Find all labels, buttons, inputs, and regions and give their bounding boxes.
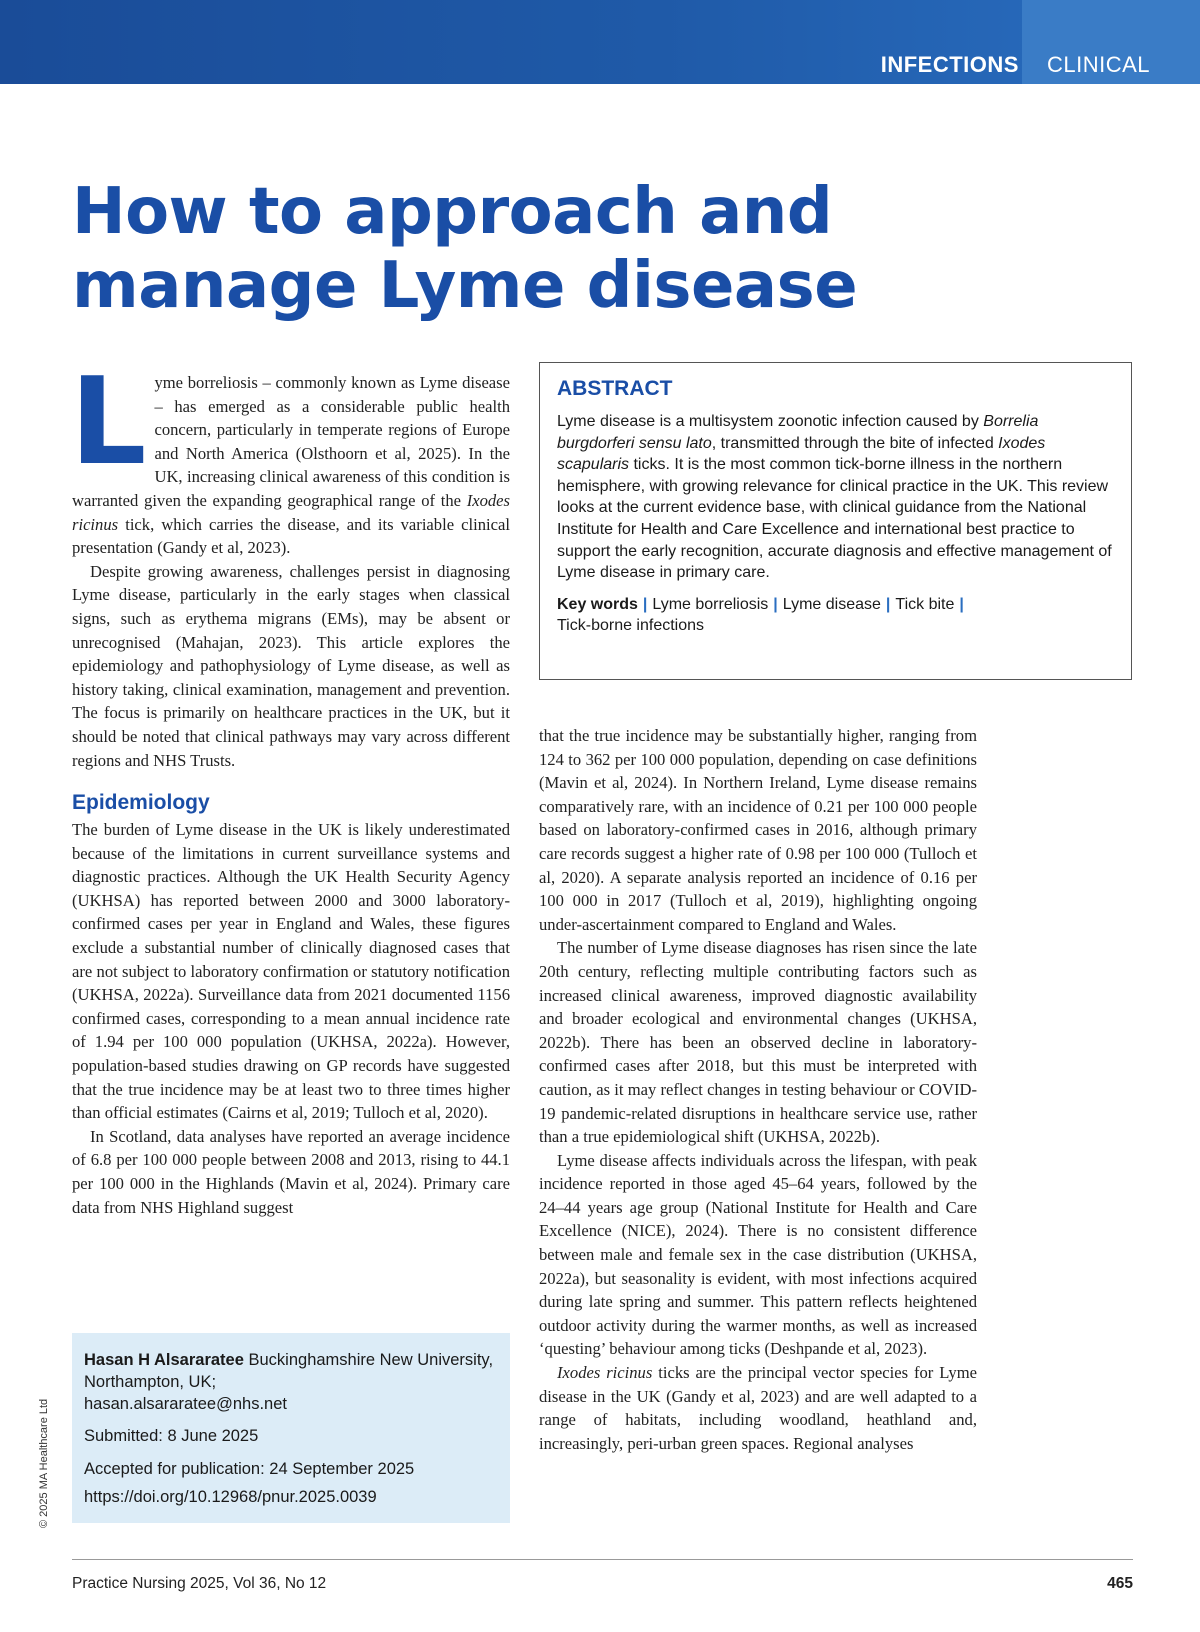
- author-name: Hasan H Alsararatee: [84, 1351, 244, 1369]
- intro-text-end: tick, which carries the disease, and its variable clinical presentation (Gandy et al, 2023).: [72, 514, 510, 558]
- page-number: 465: [1107, 1575, 1133, 1592]
- author-email[interactable]: hasan.alsararatee@nhs.net: [84, 1394, 287, 1413]
- intro-text: yme borreliosis – commonly known as Lyme disease – has emerged as a considerable public health concern, particularly in temperate regions of Europe and North America (Olsthoorn et al, 2025). In the UK, increasing clinical awareness of this condition is warranted given the expanding geographical range of the: [72, 373, 510, 510]
- right-paragraph-2: The number of Lyme disease diagnoses has risen since the late 20th century, reflecting multiple contributing factors such as increased clinical awareness, improved diagnostic availability and broader ecological and environmental changes (UKHSA, 2022b). There has been an observed decline in laboratory-confirmed cases after 2018, but this must be interpreted with caution, as it may reflect changes in testing behaviour or COVID-19 pandemic-related disruptions in healthcare service use, rather than a true epidemiological shift (UKHSA, 2022b).: [539, 938, 977, 1147]
- epidemiology-heading: Epidemiology: [72, 791, 210, 815]
- keyword-separator: |: [885, 595, 891, 613]
- epidemiology-paragraph-2: In Scotland, data analyses have reported an average incidence of 6.8 per 100 000 people between 2008 and 2013, rising to 44.1 per 100 000 in the Highlands (Mavin et al, 2024). Primary care data from NHS Highland suggest: [72, 1126, 510, 1217]
- right-italic: Ixodes ricinus: [557, 1363, 653, 1383]
- keyword-separator: |: [642, 595, 648, 613]
- abstract-text-part: , transmitted through the bite of infected: [711, 434, 999, 452]
- author-info: [84, 1350, 510, 1415]
- section-name: INFECTIONS: [880, 52, 1019, 77]
- abstract-text-part: Lyme disease is a multisystem zoonotic infection caused by: [557, 413, 984, 430]
- doi-link[interactable]: https://doi.org/10.12968/pnur.2025.0039: [84, 1487, 377, 1506]
- section-label: [881, 52, 1150, 78]
- keywords: [557, 594, 1113, 637]
- left-column: [70, 353, 510, 1219]
- abstract-text-part: ticks. It is the most common tick-borne illness in the northern hemisphere, with growing relevance for clinical practice in the UK. This review looks at the current evidence base, with clinical guidance from the National Institute for Health and Care Excellence and international best practice to support the early recognition, accurate diagnosis and effective management of Lyme disease in primary care.: [557, 456, 1112, 582]
- right-paragraph-1: that the true incidence may be substantially higher, ranging from 124 to 362 per 100 000 population, depending on case definitions (Mavin et al, 2024). In Northern Ireland, Lyme disease remains comparatively rare, with an incidence of 0.21 per 100 000 people based on laboratory-confirmed cases in 2016, although primary care records suggest a higher rate of 0.98 per 100 000 (Tulloch et al, 2020). A separate analysis reported an incidence of 0.16 per 100 000 in 2017 (Tulloch et al, 2019), highlighting ongoing under-ascertainment compared to England and Wales.: [539, 726, 977, 934]
- article-title: How to approach and manage Lyme disease: [72, 175, 858, 323]
- keyword: Tick bite: [895, 595, 955, 613]
- journal-citation: Practice Nursing 2025, Vol 36, No 12: [72, 1575, 327, 1592]
- keyword-separator: |: [959, 595, 964, 613]
- author-box: [72, 1333, 510, 1523]
- keywords-label: Key words: [557, 595, 638, 613]
- abstract-text: [557, 411, 1113, 584]
- author-affiliation: Buckinghamshire New University, Northampton, UK;: [84, 1351, 494, 1391]
- submitted-date: Submitted: 8 June 2025: [84, 1427, 259, 1446]
- keyword: Lyme disease: [782, 595, 881, 613]
- keyword-separator: |: [773, 595, 778, 613]
- abstract-italic-vector: Ixodes scapularis: [557, 434, 1046, 474]
- intro-paragraph: [70, 353, 510, 560]
- accepted-date: Accepted for publication: 24 September 2025: [84, 1460, 415, 1479]
- intro-italic: Ixodes ricinus: [72, 490, 510, 534]
- subsection-name: CLINICAL: [1046, 52, 1150, 77]
- footer-divider: [72, 1559, 1133, 1560]
- right-paragraph-4: [539, 1361, 977, 1455]
- epidemiology-paragraph-1: The burden of Lyme disease in the UK is likely underestimated because of the limitations in current surveillance systems and diagnostic practices. Although the UK Health Security Agency (UKHSA) has reported between 2000 and 3000 laboratory-confirmed cases per year in England and Wales, these figures exclude a substantial number of clinically diagnosed cases that are not subject to laboratory confirmation or statutory notification (UKHSA, 2022a). Surveillance data from 2021 documented 1156 confirmed cases, corresponding to a mean annual incidence rate of 1.94 per 100 000 population (UKHSA, 2022a). However, population-based studies drawing on GP records have suggested that the true incidence may be at least two to three times higher than official estimates (Cairns et al, 2019; Tulloch et al, 2020).: [72, 820, 510, 1123]
- abstract-heading: ABSTRACT: [557, 377, 673, 400]
- abstract-italic-species: Borrelia burgdorferi sensu lato: [557, 413, 1039, 452]
- dropcap: L: [70, 353, 147, 492]
- right-column: [539, 724, 977, 1455]
- copyright-notice: © 2025 MA Healthcare Ltd: [38, 1398, 50, 1528]
- right-text: ticks are the principal vector species for Lyme disease in the UK (Gandy et al, 2023) and are well adapted to a range of habitats, including woodland, heathland and, increasingly, peri-urban green spaces. Regional analyses: [539, 1363, 977, 1453]
- keyword: Lyme borreliosis: [652, 595, 769, 613]
- right-paragraph-3: Lyme disease affects individuals across the lifespan, with peak incidence reported in those aged 45–64 years, followed by the 24–44 years age group (National Institute for Health and Care Excellence (NICE), 2024). There is no consistent difference between male and female sex in the case distribution (UKHSA, 2022a), but seasonality is evident, with most infections acquired during late spring and summer. This pattern reflects heightened outdoor activity during the warmer months, as well as increased ‘questing’ behaviour among ticks (Deshpande et al, 2023).: [539, 1150, 977, 1359]
- keyword: Tick-borne infections: [557, 617, 705, 635]
- abstract-box: [539, 362, 1132, 680]
- intro-paragraph-2: Despite growing awareness, challenges persist in diagnosing Lyme disease, particularly in the early stages when classical signs, such as erythema migrans (EMs), may be absent or unrecognised (Mahajan, 2023). This article explores the epidemiology and pathophysiology of Lyme disease, as well as history taking, clinical examination, management and prevention. The focus is primarily on healthcare practices in the UK, but it should be noted that clinical pathways may vary across different regions and NHS Trusts.: [72, 561, 510, 770]
